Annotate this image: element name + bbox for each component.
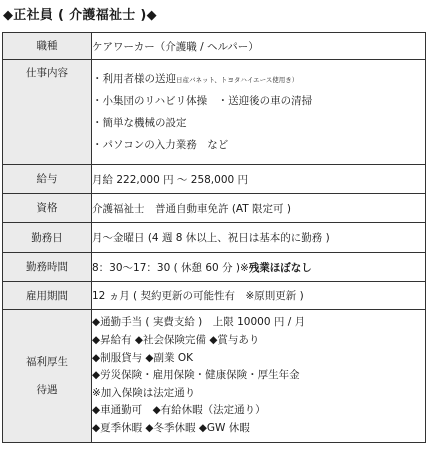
row-kinmujikan [3, 253, 426, 282]
label-koyokikan: 雇用期間 [3, 282, 92, 310]
value-kinmubi: 月～金曜日 (4 週 8 休以上、祝日は基本的に勤務 ) [92, 223, 426, 253]
row-fukuri [3, 310, 426, 443]
duty-item: ・簡単な機械の設定 [92, 117, 187, 129]
label-kinmujikan: 勤務時間 [3, 253, 92, 282]
label-fukuri-main: 福利厚生 [26, 356, 68, 368]
value-kyuyo: 月給 222,000 円 ～ 258,000 円 [92, 165, 426, 194]
welfare-line: ◆夏季休暇 ◆冬季休暇 ◆GW 休暇 [92, 421, 250, 434]
welfare-line: ◆制服貸与 ◆副業 OK [92, 351, 193, 364]
value-fukuri [92, 310, 426, 443]
welfare-line: ◆昇給有 ◆社会保険完備 ◆賞与あり [92, 334, 260, 347]
label-shokushu: 職種 [3, 33, 92, 60]
value-kinmujikan: 8：30～17：30 ( 休憩 60 分 )※残業ほぼなし [92, 253, 426, 282]
page-title: ◆正社員 ( 介護福祉士 )◆ [3, 8, 157, 23]
label-kyuyo: 給与 [3, 165, 92, 194]
welfare-line: ◆車通勤可 ◆有給休暇（法定通り） [92, 404, 266, 417]
row-shokushu [3, 33, 426, 60]
welfare-line: ◆労災保険・雇用保険・健康保険・厚生年金 [92, 369, 300, 382]
row-kinmubi [3, 223, 426, 253]
label-shikaku: 資格 [3, 194, 92, 223]
value-shigoto [92, 60, 426, 165]
value-shokushu: ケアワーカー（介護職 / ヘルパー） [92, 33, 426, 60]
duty-item: ・小集団のリハビリ体操 ・送迎後の車の清掃 [92, 95, 313, 107]
overtime-note: 残業ほぼなし [248, 261, 312, 274]
welfare-line: ◆通勤手当 ( 実費支給 ) 上限 10000 円 / 月 [92, 316, 306, 329]
duty-item: ・利用者様の送迎日産バネット、トヨタハイエース使用き） [92, 73, 299, 85]
label-kinmubi: 勤務日 [3, 223, 92, 253]
label-fukuri [3, 310, 92, 443]
row-kyuyo [3, 165, 426, 194]
row-shigoto [3, 60, 426, 165]
label-fukuri-sub: 待遇 [36, 384, 58, 396]
duty-note: 日産バネット、トヨタハイエース使用き） [176, 76, 299, 84]
duty-item: ・パソコンの入力業務 など [92, 139, 229, 151]
row-shikaku [3, 194, 426, 223]
value-koyokikan: 12 ヵ月 ( 契約更新の可能性有 ※原則更新 ) [92, 282, 426, 310]
label-shigoto: 仕事内容 [3, 60, 92, 165]
welfare-line: ※加入保険は法定通り [92, 386, 196, 399]
job-details-table [2, 32, 426, 443]
row-koyokikan [3, 282, 426, 310]
value-shikaku: 介護福祉士 普通自動車免許 (AT 限定可 ) [92, 194, 426, 223]
